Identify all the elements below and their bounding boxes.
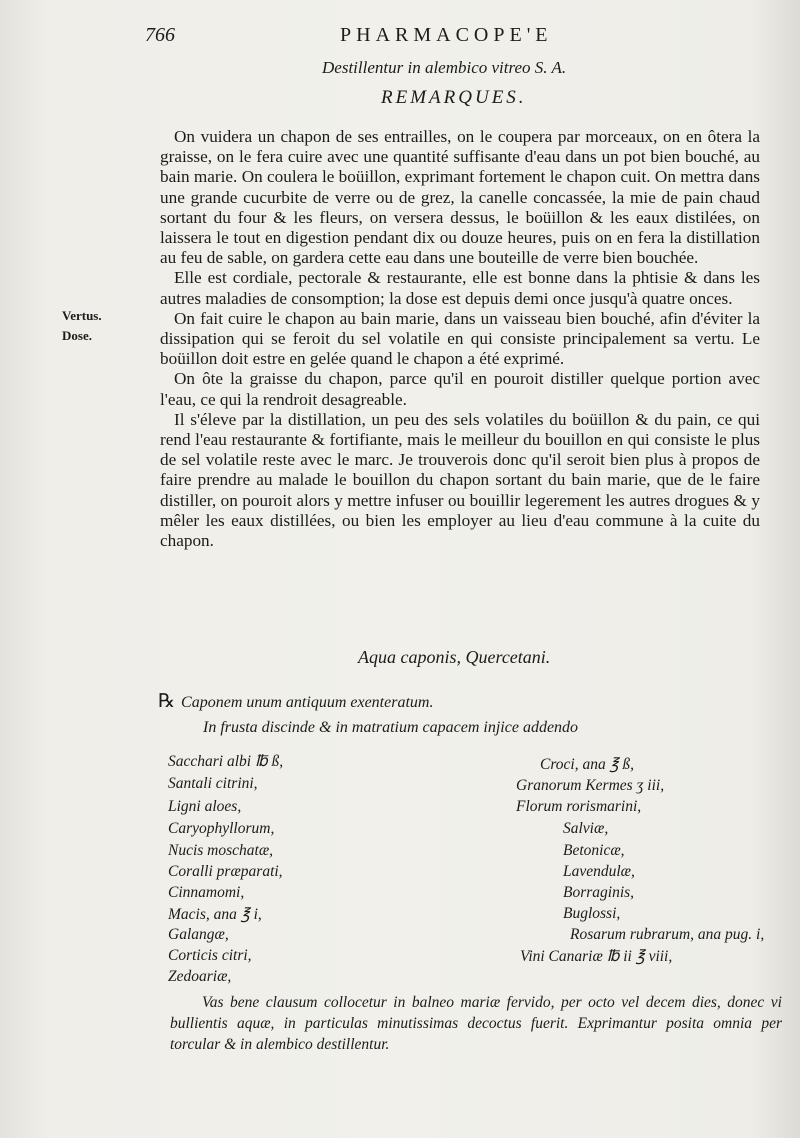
ingredient-left: Nucis moschatæ, xyxy=(168,842,274,859)
ingredient-right: Lavendulæ, xyxy=(563,863,635,880)
ingredient-right: Salviæ, xyxy=(563,820,609,837)
ingredient-left: Cinnamomi, xyxy=(168,884,245,901)
ingredient-right: Croci, ana ℥ ß, xyxy=(540,756,635,773)
margin-note-vertus: Vertus. xyxy=(62,308,102,323)
ingredient-right: Granorum Kermes ʒ iii, xyxy=(516,777,665,794)
ingredient-left: Corticis citri, xyxy=(168,947,252,964)
paragraph-sels-volatiles: Il s'éleve par la distillation, un peu des sels volatiles du boüillon & du pain, ce qui rend l'eau restaurante & fortifiante, mais le meilleur du bouillon en qui consiste le plus de sel volatile reste avec le marc. Je trouverois donc qu'il seroit bien plus à propos de faire prendre au malade le bouillon du chapon sortant du bain marie, que de le faire distiller, on pouroit alors y mettre infuser ou bouillir legerement les autres drogues & y mêler les eaux distillées, ou bien les employer au lieu d'eau commune à la cuite du chapon. xyxy=(160,409,760,551)
recipe-closing-instruction: Vas bene clausum collocetur in balneo mariæ fervido, per octo vel decem dies, donec vi bullientis aquæ, in particulas minutissimas decoctus fuerit. Exprimantur posita omnia per torcular & in alembico destillentur. xyxy=(170,994,782,1053)
paragraph-graisse: On ôte la graisse du chapon, parce qu'il en pouroit distiller quelque portion avec l'eau, ce qui la rendroit desagreable. xyxy=(160,369,760,409)
paragraph-virtues: Elle est cordiale, pectorale & restaurante, elle est bonne dans la phtisie & dans les autres maladies de consomption; la dose est depuis demi once jusqu'à quatre onces. xyxy=(160,268,760,308)
margin-note-dose: Dose. xyxy=(62,328,92,343)
rx-text: Caponem unum antiquum exenteratum. xyxy=(181,694,434,711)
ingredient-right: Betonicæ, xyxy=(563,842,625,859)
ingredient-left: Santali citrini, xyxy=(168,775,258,792)
section-title: REMARQUES. xyxy=(381,87,527,108)
running-head: PHARMACOPE'E xyxy=(340,24,553,46)
ingredient-right: Vini Canariæ ℔ ii ℥ viii, xyxy=(520,948,673,965)
ingredient-left: Sacchari albi ℔ ß, xyxy=(168,753,284,770)
ingredient-left: Zedoariæ, xyxy=(168,968,232,985)
ingredient-left: Ligni aloes, xyxy=(168,798,242,815)
rx-line xyxy=(158,690,433,713)
recipe-symbol-icon: ℞ xyxy=(158,691,176,712)
recipe-title: Aqua caponis, Quercetani. xyxy=(358,647,551,667)
remarques-body xyxy=(160,127,760,551)
distillation-directive: Destillentur in alembico vitreo S. A. xyxy=(322,58,567,77)
ingredient-right: Buglossi, xyxy=(563,905,621,922)
ingredient-right: Florum rorismarini, xyxy=(516,798,642,815)
ingredient-left: Macis, ana ℥ i, xyxy=(168,906,262,923)
ingredient-left: Coralli præparati, xyxy=(168,863,283,880)
ingredient-left: Galangæ, xyxy=(168,926,229,943)
recipe-instruction: In frusta discinde & in matratium capacem injice addendo xyxy=(203,719,579,736)
ingredient-right: Rosarum rubrarum, ana pug. i, xyxy=(570,926,765,943)
paragraph-preparation: On vuidera un chapon de ses entrailles, on le coupera par morceaux, on en ôtera la graisse, on le fera cuire avec une quantité suffisante d'eau dans un pot bien bouché, au bain marie. On coulera le boüillon, exprimant fortement le chapon cuit. On mettra dans une grande cucurbite de verre ou de grez, la canelle concassée, la mie de pain chaud sortant du four & les fleurs, on versera dessus, le boüillon & les eaux distilées, on laissera le tout en digestion pendant dix ou douze heures, puis on en fera la distillation au feu de sable, on gardera cette eau dans une bouteille de verre bien bouchée. xyxy=(160,127,760,268)
page-number: 766 xyxy=(145,24,175,46)
paragraph-bain-marie: On fait cuire le chapon au bain marie, dans un vaisseau bien bouché, afin d'éviter la dissipation qui se feroit du sel volatile en qui consiste principalement sa vertu. Le boüillon doit estre en gelée quand le chapon a été exprimé. xyxy=(160,308,760,369)
ingredient-left: Caryophyllorum, xyxy=(168,820,275,837)
ingredient-right: Borraginis, xyxy=(563,884,635,901)
